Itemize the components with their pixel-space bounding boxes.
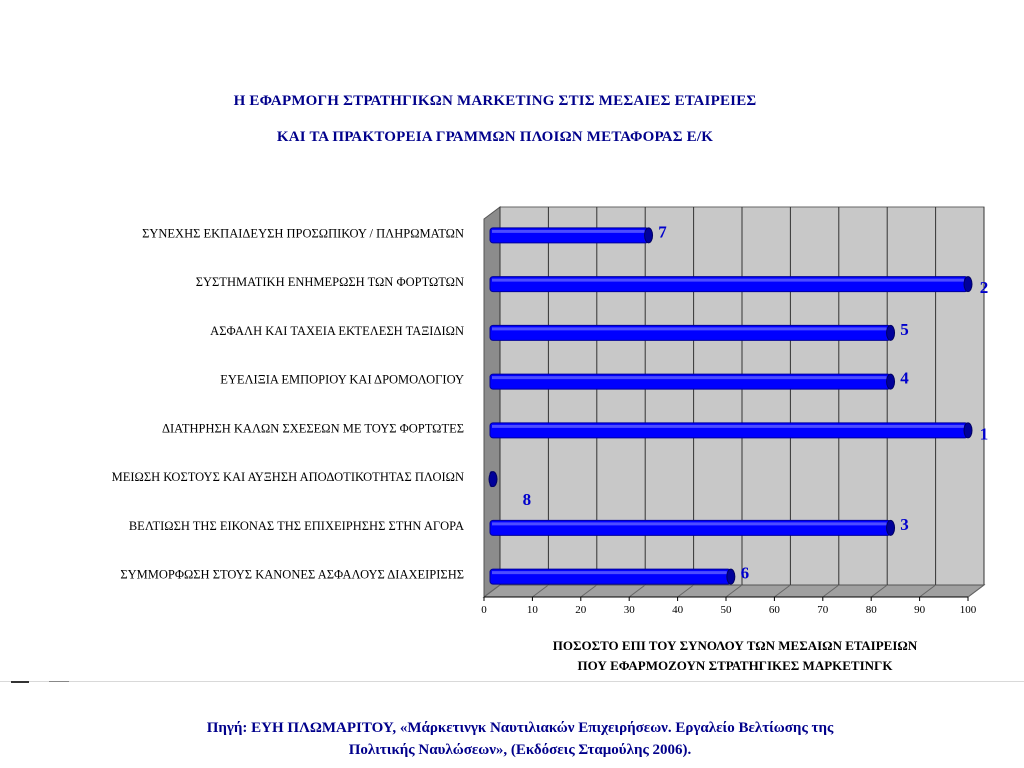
bar-highlight	[492, 279, 964, 282]
x-tick-label: 10	[526, 604, 538, 616]
x-tick-label: 60	[768, 604, 780, 616]
chart-title-line-1: Η ΕΦΑΡΜΟΓΗ ΣΤΡΑΤΗΓΙΚΩΝ MARKETING ΣΤΙΣ ΜΕΣΑΙΕΣ ΕΤΑΙΡΕΙΕΣ	[233, 93, 757, 109]
x-tick-label: 70	[817, 604, 829, 616]
x-tick-label: 90	[914, 604, 926, 616]
footer-mark	[11, 681, 29, 683]
bar-end-cap	[964, 277, 972, 292]
category-label: ΕΥΕΛΙΞΙΑ ΕΜΠΟΡΙΟΥ ΚΑΙ ΔΡΟΜΟΛΟΓΙΟΥ	[220, 372, 464, 387]
bar-highlight	[492, 327, 887, 330]
footer-mark-secondary	[49, 681, 69, 682]
source-citation-line-2: Πολιτικής Ναυλώσεων», (Εκδόσεις Σταμούλης 2006).	[348, 742, 692, 758]
bar-end-cap	[887, 520, 895, 535]
data-label: 3	[900, 514, 909, 534]
data-label: 1	[979, 424, 989, 444]
bar-end-cap	[645, 228, 653, 243]
x-tick-label: 40	[672, 604, 684, 616]
bar-end-cap	[964, 423, 972, 438]
x-tick-label: 50	[720, 604, 732, 616]
data-label: 7	[658, 222, 667, 242]
bar-highlight	[492, 425, 964, 428]
category-label: ΒΕΛΤΙΩΣΗ ΤΗΣ ΕΙΚΟΝΑΣ ΤΗΣ ΕΠΙΧΕΙΡΗΣΗΣ ΣΤΗΝ ΑΓΟΡΑ	[128, 518, 464, 533]
bar-end-cap	[887, 325, 895, 340]
bar-end-cap	[489, 472, 497, 487]
plot-side-wall	[484, 207, 500, 597]
x-tick-label: 100	[959, 604, 977, 616]
data-label: 6	[740, 563, 750, 583]
category-label: ΔΙΑΤΗΡΗΣΗ ΚΑΛΩΝ ΣΧΕΣΕΩΝ ΜΕ ΤΟΥΣ ΦΟΡΤΩΤΕΣ	[161, 421, 464, 436]
bar-highlight	[492, 230, 645, 233]
x-axis-label-line-1: ΠΟΣΟΣΤΟ ΕΠΙ ΤΟΥ ΣΥΝΟΛΟΥ ΤΩΝ ΜΕΣΑΙΩΝ ΕΤΑΙΡΕΙΩΝ	[552, 638, 918, 653]
data-label: 8	[522, 490, 532, 510]
category-label: ΜΕΙΩΣΗ ΚΟΣΤΟΥΣ ΚΑΙ ΑΥΞΗΣΗ ΑΠΟΔΟΤΙΚΟΤΗΤΑΣ ΠΛΟΙΩΝ	[111, 470, 464, 485]
bar-highlight	[492, 522, 887, 525]
x-tick-label: 20	[575, 604, 587, 616]
category-label: ΑΣΦΑΛΗ ΚΑΙ ΤΑΧΕΙΑ ΕΚΤΕΛΕΣΗ ΤΑΞΙΔΙΩΝ	[210, 323, 464, 338]
category-label: ΣΥΜΜΟΡΦΩΣΗ ΣΤΟΥΣ ΚΑΝΟΝΕΣ ΑΣΦΑΛΟΥΣ ΔΙΑΧΕΙΡΙΣΗΣ	[120, 567, 464, 582]
bar-highlight	[492, 376, 887, 379]
category-label: ΣΥΝΕΧΗΣ ΕΚΠΑΙΔΕΥΣΗ ΠΡΟΣΩΠΙΚΟΥ / ΠΛΗΡΩΜΑΤΩΝ	[142, 226, 464, 241]
source-citation-line-1: Πηγή: ΕΥΗ ΠΛΩΜΑΡΙΤΟΥ, «Μάρκετινγκ Ναυτιλιακών Επιχειρήσεων. Εργαλείο Βελτίωσης της	[206, 720, 834, 736]
category-label: ΣΥΣΤΗΜΑΤΙΚΗ ΕΝΗΜΕΡΩΣΗ ΤΩΝ ΦΟΡΤΩΤΩΝ	[195, 275, 464, 290]
bar-end-cap	[727, 569, 735, 584]
x-axis-label-line-2: ΠΟΥ ΕΦΑΡΜΟΖΟΥΝ ΣΤΡΑΤΗΓΙΚΕΣ ΜΑΡΚΕΤΙΝΓΚ	[577, 658, 893, 673]
data-label: 2	[979, 278, 989, 298]
x-tick-label: 0	[481, 604, 487, 616]
footer-divider	[0, 681, 1024, 682]
bar-highlight	[492, 571, 727, 574]
data-label: 4	[900, 368, 909, 388]
x-tick-label: 80	[865, 604, 877, 616]
x-tick-label: 30	[623, 604, 635, 616]
bar-end-cap	[887, 374, 895, 389]
chart-title-line-2: ΚΑΙ ΤΑ ΠΡΑΚΤΟΡΕΙΑ ΓΡΑΜΜΩΝ ΠΛΟΙΩΝ ΜΕΤΑΦΟΡΑΣ Ε/Κ	[276, 129, 714, 145]
data-label: 5	[900, 319, 909, 339]
